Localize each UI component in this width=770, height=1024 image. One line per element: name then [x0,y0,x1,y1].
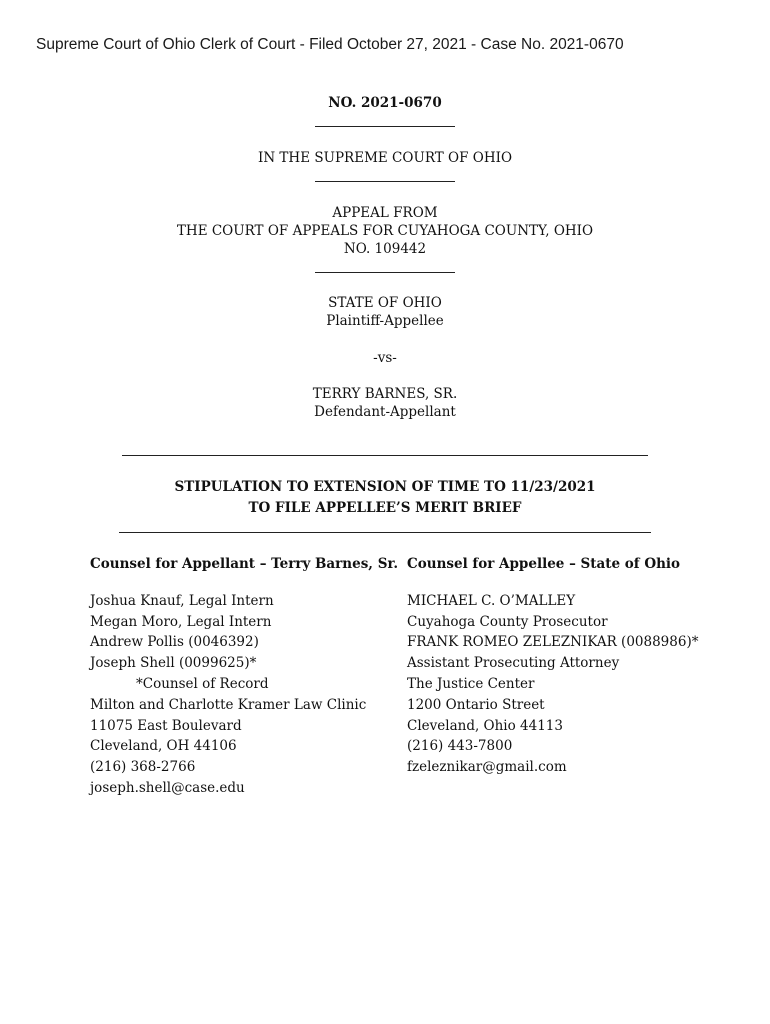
title-line-1: STIPULATION TO EXTENSION OF TIME TO 11/23/2021 [174,479,596,495]
counsel-email: fzeleznikar@gmail.com [407,759,567,776]
divider [119,532,651,533]
counsel-line: Cleveland, Ohio 44113 [407,717,563,734]
appeal-from-block [0,204,770,258]
counsel-phone: (216) 368-2766 [90,759,196,776]
counsel-of-record-note: *Counsel of Record [136,675,269,692]
counsel-line: FRANK ROMEO ZELEZNIKAR (0088986)* [407,634,699,651]
appellee-counsel [407,554,698,778]
divider [315,272,455,273]
case-number: NO. 2021-0670 [328,95,442,111]
counsel-line: 1200 Ontario Street [407,696,545,713]
document-title [0,477,770,519]
defendant-block [0,385,770,421]
lower-case-number: NO. 109442 [343,241,427,257]
defendant-name: TERRY BARNES, SR. [312,386,458,402]
counsel-line: Cleveland, OH 44106 [90,738,237,755]
appellant-counsel [90,554,398,799]
counsel-email: joseph.shell@case.edu [90,779,245,796]
appellant-counsel-heading: Counsel for Appellant – Terry Barnes, Sr. [90,556,399,572]
divider [315,181,455,182]
counsel-line: Assistant Prosecuting Attorney [407,655,620,672]
counsel-line: Joshua Knauf, Legal Intern [90,592,274,609]
versus: -vs- [373,350,397,366]
plaintiff-name: STATE OF OHIO [328,295,442,311]
counsel-phone: (216) 443-7800 [407,738,513,755]
divider [122,455,648,456]
counsel-line: 11075 East Boulevard [90,717,242,734]
divider [315,126,455,127]
plaintiff-block [0,294,770,330]
counsel-line: Joseph Shell (0099625)* [90,655,257,672]
defendant-role: Defendant-Appellant [314,404,456,420]
counsel-line: The Justice Center [407,675,535,692]
counsel-line: Andrew Pollis (0046392) [90,634,259,651]
filing-stamp: Supreme Court of Ohio Clerk of Court - Filed October 27, 2021 - Case No. 2021-0670 [36,36,624,53]
appellee-counsel-heading: Counsel for Appellee – State of Ohio [407,556,681,572]
counsel-line: Cuyahoga County Prosecutor [407,613,608,630]
plaintiff-role: Plaintiff-Appellee [326,313,444,329]
title-line-2: TO FILE APPELLEE’S MERIT BRIEF [248,500,522,516]
lower-court: THE COURT OF APPEALS FOR CUYAHOGA COUNTY, OHIO [176,223,594,239]
appeal-from: APPEAL FROM [332,205,438,221]
counsel-line: Megan Moro, Legal Intern [90,613,272,630]
counsel-line: MICHAEL C. O’MALLEY [407,592,576,609]
court-name: IN THE SUPREME COURT OF OHIO [257,150,513,166]
counsel-line: Milton and Charlotte Kramer Law Clinic [90,696,367,713]
